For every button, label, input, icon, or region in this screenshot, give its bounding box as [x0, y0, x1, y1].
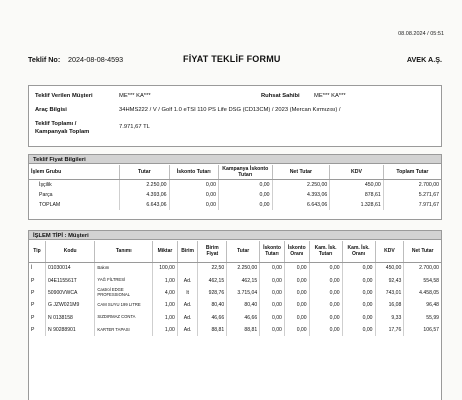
operation-cell: 0,00: [342, 324, 375, 336]
operation-cell: 0,00: [309, 287, 342, 299]
operation-cell: 462,15: [227, 274, 260, 286]
col-header: KDV: [330, 165, 384, 180]
operation-cell: 4.458,05: [419, 289, 439, 296]
offer-row: [29, 200, 441, 210]
customer-label: Teklif Verilen Müşteri: [35, 93, 93, 99]
operations-box: [28, 230, 442, 400]
col-header: Tutar: [227, 241, 260, 262]
operation-cell: 1,00: [153, 324, 178, 336]
operation-cell: 04E115561T: [45, 274, 94, 286]
operation-cell: 743,01: [375, 287, 404, 299]
operation-cell: 55,99: [426, 314, 439, 321]
vehicle-label: Araç Bilgisi: [35, 107, 67, 113]
print-datetime: 08.08.2024 / 05:51: [398, 31, 444, 37]
operation-cell: 46,66: [198, 312, 227, 324]
total-label-2: Kampanyalı Toplam: [35, 129, 90, 135]
offer-no-label: Teklif No:: [28, 55, 61, 64]
col-header: Kam. İsk. Oranı: [342, 241, 375, 262]
offer-cell: 2.700,00: [418, 181, 439, 188]
offer-cell: 2.250,00: [272, 180, 330, 190]
total-label-1: Teklif Toplamı /: [35, 121, 77, 127]
operation-cell: 0,00: [284, 312, 309, 324]
operation-cell: 88,81: [227, 324, 260, 336]
col-header: Toplam Tutar: [383, 165, 441, 180]
offer-section-title: Teklif Fiyat Bilgileri: [29, 155, 441, 164]
offer-price-box: [28, 154, 442, 220]
operation-cell: P: [29, 299, 45, 311]
offer-row: [29, 190, 441, 200]
operation-cell: [177, 262, 198, 274]
operation-cell: 80,40: [227, 299, 260, 311]
operation-cell: 0,00: [284, 287, 309, 299]
operation-cell: 01030014: [45, 262, 94, 274]
offer-cell: 2.250,00: [120, 180, 169, 190]
operation-cell: 0,00: [309, 324, 342, 336]
operation-cell: 0,00: [284, 262, 309, 274]
offer-cell: 878,61: [330, 190, 384, 200]
offer-cell: 450,00: [330, 180, 384, 190]
col-header: Tutar: [120, 165, 169, 180]
operation-cell: 88,81: [198, 324, 227, 336]
operation-cell: lt: [177, 287, 198, 299]
offer-cell: 4.393,06: [272, 190, 330, 200]
operation-row: [29, 299, 441, 311]
operation-cell: 96,48: [426, 302, 439, 309]
operation-cell: N 0138158: [45, 312, 94, 324]
operation-cell: P: [29, 287, 45, 299]
offer-price-table: [29, 165, 441, 210]
offer-cell: 0,00: [169, 190, 218, 200]
operation-row: [29, 324, 441, 336]
offer-cell: 0,00: [169, 200, 218, 210]
col-header: KDV: [375, 241, 404, 262]
col-header: İskonto Tutarı: [169, 165, 218, 180]
operation-cell: 0,00: [342, 299, 375, 311]
col-header: Kodu: [45, 241, 94, 262]
operation-cell: 554,58: [423, 277, 439, 284]
operation-cell: 462,15: [198, 274, 227, 286]
col-header: Birim: [177, 241, 198, 262]
operation-cell: SIZDIRMAZ CONTA: [95, 312, 153, 324]
ops-section-title: İŞLEM TİPİ : Müşteri: [29, 231, 441, 240]
operation-cell: Castrol EDGE PROFESSIONAL: [95, 287, 153, 299]
col-header: Kam. İsk. Tutarı: [309, 241, 342, 262]
offer-cell: 5.271,67: [418, 191, 439, 198]
operation-cell: 0,00: [260, 299, 285, 311]
col-header: Net Tutar: [404, 241, 441, 262]
operation-cell: 106,57: [423, 327, 439, 334]
operation-cell: 0,00: [260, 312, 285, 324]
operation-cell: 0,00: [260, 274, 285, 286]
operation-row: [29, 262, 441, 274]
operation-cell: Ad.: [177, 312, 198, 324]
operation-cell: 80,40: [198, 299, 227, 311]
operation-cell: 2.700,00: [419, 265, 439, 272]
operation-cell: Ad.: [177, 299, 198, 311]
offer-cell: 4.393,06: [120, 190, 169, 200]
operation-cell: 0,00: [260, 324, 285, 336]
operation-cell: P: [29, 324, 45, 336]
operation-row: [29, 312, 441, 324]
operation-row: [29, 287, 441, 299]
operation-cell: 0,00: [342, 262, 375, 274]
col-header: Tip: [29, 241, 45, 262]
operation-cell: 16,08: [375, 299, 404, 311]
vehicle-value: 34HMS222 / V / Golf 1.0 eTSI 110 PS Life DSG (CD13CM) / 2023 (Mercan Kırmızısı) /: [119, 107, 341, 113]
operation-cell: 0,00: [342, 312, 375, 324]
operation-cell: 0,00: [342, 287, 375, 299]
operation-cell: 22,50: [198, 262, 227, 274]
operation-cell: 0,00: [309, 312, 342, 324]
operation-cell: 928,76: [198, 287, 227, 299]
customer-value: ME*** KA***: [119, 93, 151, 99]
offer-cell: 6.643,06: [120, 200, 169, 210]
operation-cell: P: [29, 312, 45, 324]
col-header: Birim Fiyat: [198, 241, 227, 262]
operation-cell: 92,43: [375, 274, 404, 286]
operation-cell: 3.715,04: [227, 287, 260, 299]
operation-cell: CAM SUYU 199 LITRE: [95, 299, 153, 311]
operation-cell: 0,00: [260, 287, 285, 299]
operation-cell: 0,00: [284, 274, 309, 286]
operation-cell: 9,33: [375, 312, 404, 324]
operation-cell: 1,00: [153, 299, 178, 311]
operation-cell: 4,00: [153, 287, 178, 299]
operation-cell: 1,00: [153, 274, 178, 286]
operation-cell: 0,00: [309, 299, 342, 311]
operation-cell: 0,00: [284, 299, 309, 311]
operation-cell: 450,00: [375, 262, 404, 274]
operation-cell: Ad.: [177, 274, 198, 286]
operation-cell: 0,00: [284, 324, 309, 336]
owner-value: ME*** KA***: [314, 93, 346, 99]
operation-cell: 1,00: [153, 312, 178, 324]
offer-cell: İşçilik: [29, 180, 120, 190]
owner-label: Ruhsat Sahibi: [261, 93, 300, 99]
offer-cell: 0,00: [219, 200, 273, 210]
operation-cell: KARTER TAPASI: [95, 324, 153, 336]
operation-cell: N 90288901: [45, 324, 94, 336]
total-value: 7.971,67 TL: [119, 124, 150, 130]
customer-info-box: [28, 85, 442, 147]
offer-cell: 6.643,06: [272, 200, 330, 210]
operation-cell: 50900VWCA: [45, 287, 94, 299]
operation-cell: YAĞ FİLTRESİ: [95, 274, 153, 286]
col-header: Kampanya İskonto Tutarı: [219, 165, 273, 180]
offer-row: [29, 180, 441, 190]
operation-cell: Bakım: [95, 262, 153, 274]
col-header: Miktar: [153, 241, 178, 262]
col-header: Net Tutar: [272, 165, 330, 180]
offer-cell: TOPLAM: [29, 200, 120, 210]
operations-table: [29, 241, 441, 336]
col-header: İskonto Oranı: [284, 241, 309, 262]
operation-cell: Ad.: [177, 324, 198, 336]
operation-cell: 46,66: [227, 312, 260, 324]
col-header: İskonto Tutarı: [260, 241, 285, 262]
offer-cell: 0,00: [169, 180, 218, 190]
operation-cell: P: [29, 274, 45, 286]
operation-row: [29, 274, 441, 286]
offer-cell: 0,00: [219, 180, 273, 190]
operation-cell: 0,00: [260, 262, 285, 274]
operation-cell: G JZW021M9: [45, 299, 94, 311]
company-name: AVEK A.Ş.: [406, 55, 442, 64]
operation-cell: 2.250,00: [227, 262, 260, 274]
form-header: [28, 55, 442, 67]
col-header: İşlem Grubu: [29, 165, 120, 180]
operation-cell: İ: [29, 262, 45, 274]
form-title: FİYAT TEKLİF FORMU: [183, 54, 281, 64]
offer-cell: 7.971,67: [418, 201, 439, 208]
operation-cell: 17,76: [375, 324, 404, 336]
operation-cell: 0,00: [309, 274, 342, 286]
col-header: Tanımı: [95, 241, 153, 262]
offer-no-value: 2024-08-08-4593: [68, 55, 124, 64]
offer-cell: 0,00: [219, 190, 273, 200]
offer-cell: 1.328,61: [330, 200, 384, 210]
offer-cell: Parça: [29, 190, 120, 200]
operation-cell: 100,00: [153, 262, 178, 274]
operation-cell: 0,00: [309, 262, 342, 274]
operation-cell: 0,00: [342, 274, 375, 286]
